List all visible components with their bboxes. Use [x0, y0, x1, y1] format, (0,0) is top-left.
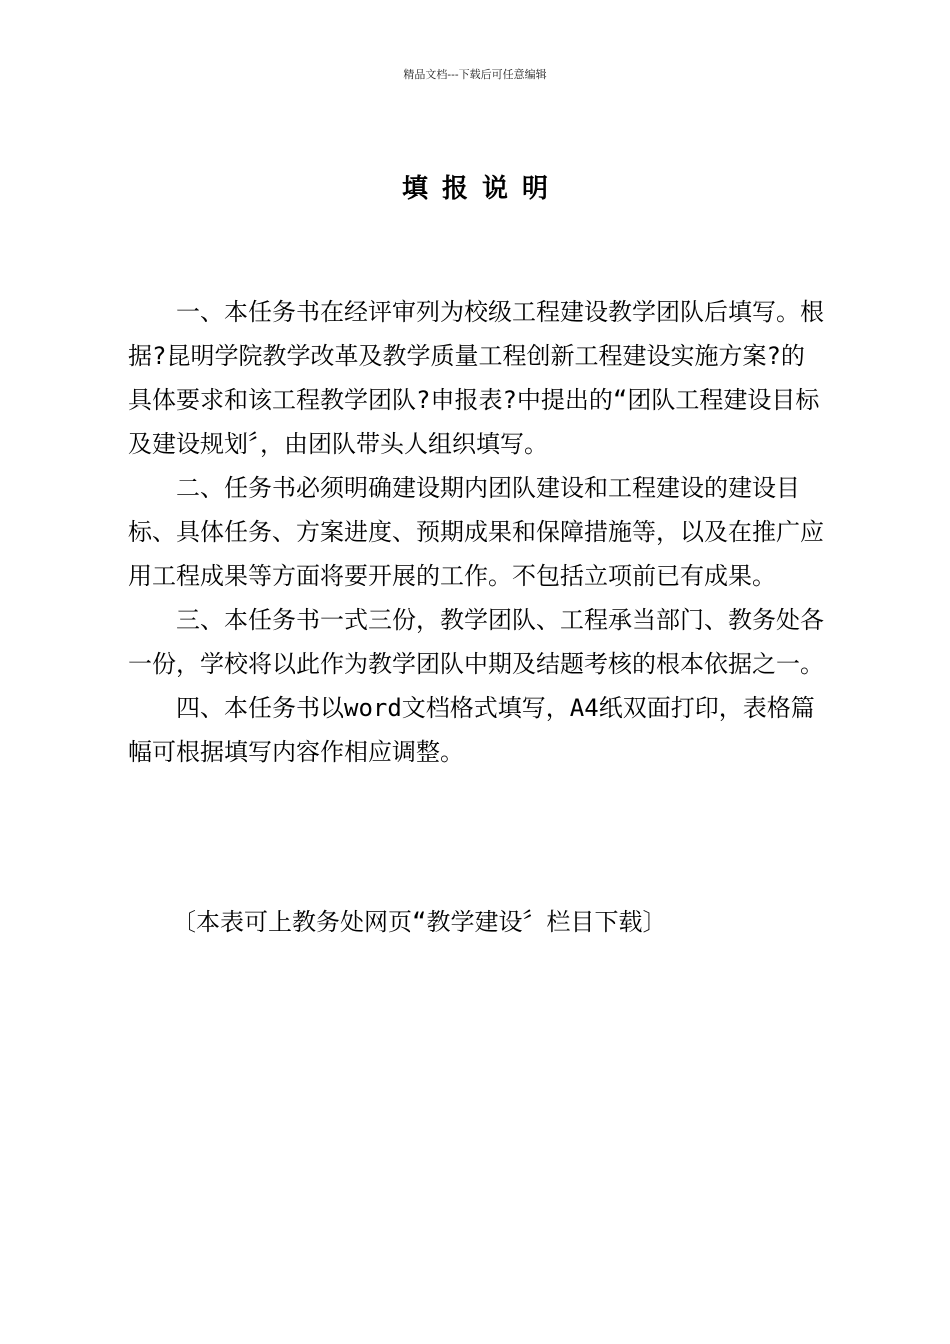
- instruction-paragraph-3: 三、本任务书一式三份，教学团队、工程承当部门、教务处各一份，学校将以此作为教学团队中期及结题考核的根本依据之一。: [128, 606, 824, 678]
- instructions-body: [128, 290, 828, 774]
- download-note: 〔本表可上教务处网页“教学建设〞栏目下载〕: [172, 908, 667, 936]
- instruction-paragraph-1: 一、本任务书在经评审列为校级工程建设教学团队后填写。根据?昆明学院教学改革及教学质量工程创新工程建设实施方案?的具体要求和该工程教学团队?申报表?中提出的“团队工程建设目标及建设规划〞，由团队带头人组织填写。: [128, 298, 824, 458]
- instruction-paragraph-4: 四、本任务书以word文档格式填写，A4纸双面打印，表格篇幅可根据填写内容作相应调整。: [128, 694, 815, 766]
- page-title: 填报说明: [401, 174, 562, 204]
- instruction-paragraph-2: 二、任务书必须明确建设期内团队建设和工程建设的建设目标、具体任务、方案进度、预期成果和保障措施等，以及在推广应用工程成果等方面将要开展的工作。不包括立项前已有成果。: [128, 474, 824, 590]
- header-note: 精品文档---下载后可任意编辑: [403, 68, 547, 81]
